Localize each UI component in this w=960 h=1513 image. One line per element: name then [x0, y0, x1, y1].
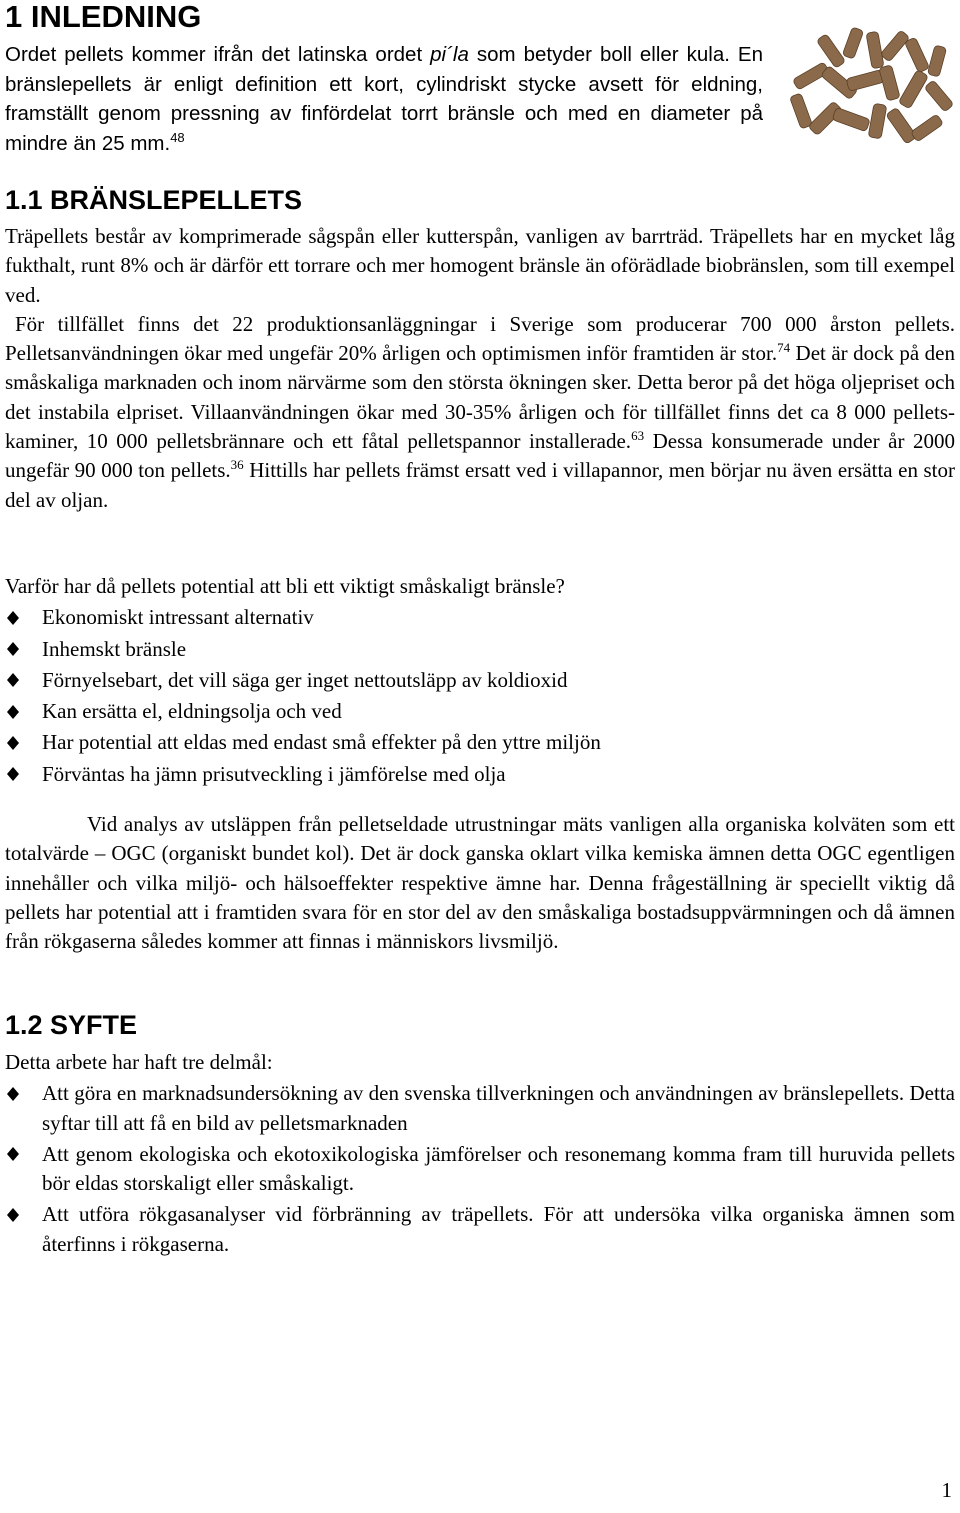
intro-paragraph: Ordet pellets kommer ifrån det latinska ordet pi´la som betyder boll eller kula. En bränslepellets är enligt definition ett kort, cylindriskt stycke avsett för eldning, framställt genom pressning av finfördelat torrt bränsle och med en diameter på mindre än 25 mm.$^{48}$ — [5, 43, 763, 155]
list-item: Förnyelsebart, det vill säga ger inget nettoutsläpp av koldioxid — [5, 666, 955, 695]
footnote-ref: 36 — [230, 457, 244, 473]
paragraph-composition: Träpellets består av komprimerade sågspån eller kutterspån, vanligen av barrträd. Träpellets har en mycket låg fukthalt, runt 8% och är därför ett torrare och mer homogent bränsle än oförädlade biobränslen, som till exempel ved. — [5, 224, 955, 307]
list-item: Förväntas ha jämn prisutveckling i jämförelse med olja — [5, 760, 955, 789]
diamond-bullet-icon — [5, 760, 20, 789]
section-heading-branslepellets: 1.1 BRÄNSLEPELLETS — [5, 185, 303, 215]
footnote-ref: 63 — [631, 428, 645, 444]
diamond-bullet-icon — [5, 603, 20, 632]
list-item: Inhemskt bränsle — [5, 635, 955, 664]
diamond-bullet-icon — [5, 666, 20, 695]
page-number: 1 — [941, 1478, 952, 1502]
paragraph-market: För tillfället finns det 22 produktionsanläggningar i Sverige som producerar 700 000 årston pellets. Pelletsanvändningen ökar med ungefär 20% årligen och optimismen inför framtiden är stor.$^{74}$ Det är dock på den småskaliga marknaden och inom närvärme som den största ökningen sker. Detta beror på det höga oljepriset och det instabila elpriset. Villaanvändningen ökar med 30-35% årligen och för tillfället finns det ca 8 000 pellets-kaminer, 10 000 pelletsbrännare och ett fåtal pelletspannor installerade.$^{63}$ Dessa konsumerade under år 2000 ungefär 90 000 ton pellets.$^{36}$ Hittills har pellets främst ersatt ved i villapannor, men börjar nu även ersätta en stor del av oljan. — [5, 311, 956, 512]
diamond-bullet-icon — [5, 1079, 20, 1108]
list-item: Har potential att eldas med endast små effekter på den yttre miljön — [5, 728, 955, 757]
section-heading-syfte: 1.2 SYFTE — [5, 1010, 138, 1040]
syfte-intro: Detta arbete har haft tre delmål: — [5, 1050, 273, 1074]
latin-word: pi´la — [430, 43, 469, 66]
advantages-list — [5, 603, 955, 789]
ogc-paragraph: Vid analys av utsläppen från pelletseldade utrustningar mäts vanligen alla organiska kolväten som ett totalvärde – OGC (organiskt bundet kol). Det är dock ganska oklart vilka kemiska ämnen detta OGC egentligen innehåller och vilka miljö- och hälsoeffekter respektive ämne har. Denna frågeställning är speciellt viktig då pellets har potential att i framtiden svara för en stor del av den småskaliga bostadsuppvärmningen och då ämnen från rökgaserna således kommer att finnas i människors livsmiljö. — [5, 812, 955, 954]
document-page — [5, 0, 955, 1513]
diamond-bullet-icon — [5, 635, 20, 664]
wood-pellets-photo — [785, 24, 960, 154]
list-item: Ekonomiskt intressant alternativ — [5, 603, 955, 632]
branslepellets-body — [5, 222, 955, 515]
syfte-body — [5, 1048, 955, 1259]
advantages-block — [5, 572, 955, 789]
diamond-bullet-icon — [5, 728, 20, 757]
list-item: Kan ersätta el, eldningsolja och ved — [5, 697, 955, 726]
list-item: Att göra en marknadsundersökning av den svenska tillverkningen och användningen av bränslepellets. Detta syftar till att få en bild av pelletsmarknaden — [5, 1079, 955, 1138]
footnote-ref: 74 — [777, 340, 791, 356]
list-item: Att utföra rökgasanalyser vid förbränning av träpellets. För att undersöka vilka organiska ämnen som återfinns i rökgaserna. — [5, 1200, 955, 1259]
goals-list — [5, 1079, 955, 1259]
section-heading-inledning: 1 INLEDNING — [5, 0, 202, 34]
diamond-bullet-icon — [5, 1200, 20, 1229]
question: Varför har då pellets potential att bli ett viktigt småskaligt bränsle? — [5, 574, 565, 598]
diamond-bullet-icon — [5, 1140, 20, 1169]
list-item: Att genom ekologiska och ekotoxikologiska jämförelser och resonemang komma fram till huruvida pellets bör eldas storskaligt eller småskaligt. — [5, 1140, 955, 1199]
footnote-ref: 48 — [170, 129, 185, 145]
diamond-bullet-icon — [5, 697, 20, 726]
